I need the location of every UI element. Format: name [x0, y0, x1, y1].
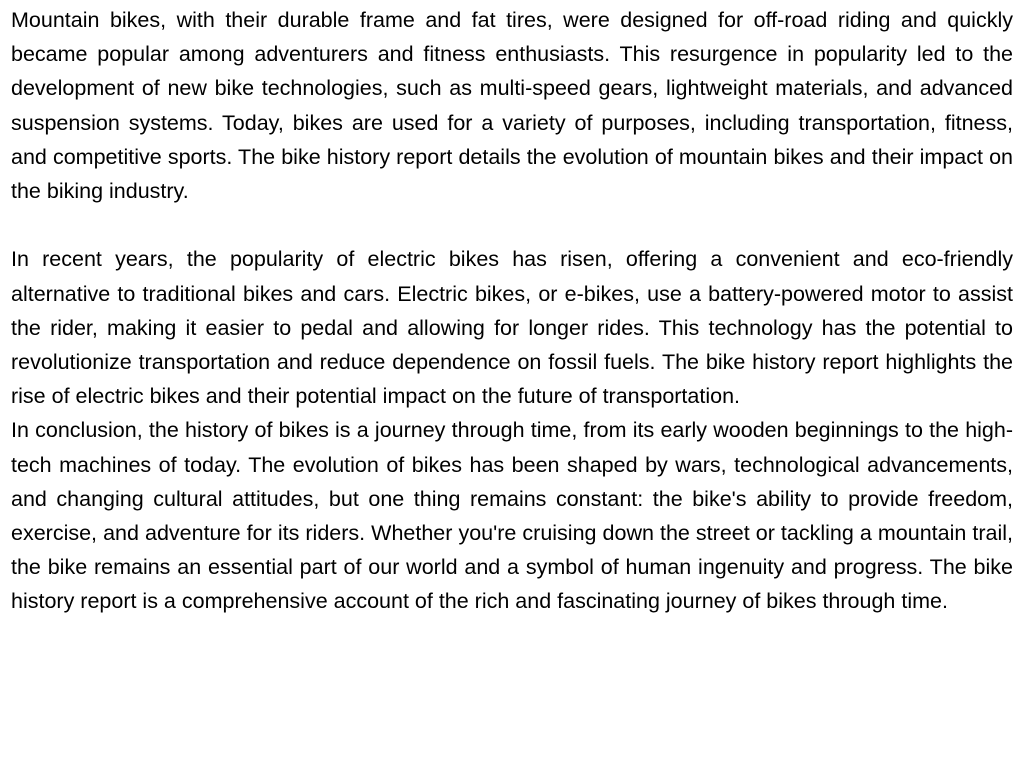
paragraph-electric-bikes: In recent years, the popularity of electric bikes has risen, offering a convenient and eco-friendly alternative to traditional bikes and cars. Electric bikes, or e-bikes, use a battery-powered motor to assist the rider, making it easier to pedal and allowing for longer rides. This technology has the potential to revolutionize transportation and reduce dependence on fossil fuels. The bike history report highlights the rise of electric bikes and their potential impact on the future of transportation. [11, 247, 1013, 409]
paragraph-conclusion: In conclusion, the history of bikes is a journey through time, from its early wooden beginnings to the high-tech machines of today. The evolution of bikes has been shaped by wars, technological advancements, and changing cultural attitudes, but one thing remains constant: the bike's ability to provide freedom, exercise, and adventure for its riders. Whether you're cruising down the street or tackling a mountain trail, the bike remains an essential part of our world and a symbol of human ingenuity and progress. The bike history report is a comprehensive account of the rich and fascinating journey of bikes through time. [11, 418, 1013, 614]
paragraph-spacer [11, 208, 1013, 242]
document-page [11, 3, 1013, 763]
paragraph-mountain-bikes: Mountain bikes, with their durable frame and fat tires, were designed for off-road riding and quickly became popular among adventurers and fitness enthusiasts. This resurgence in popularity led to the development of new bike technologies, such as multi-speed gears, lightweight materials, and advanced suspension systems. Today, bikes are used for a variety of purposes, including transportation, fitness, and competitive sports. The bike history report details the evolution of mountain bikes and their impact on the biking industry. [11, 8, 1013, 204]
